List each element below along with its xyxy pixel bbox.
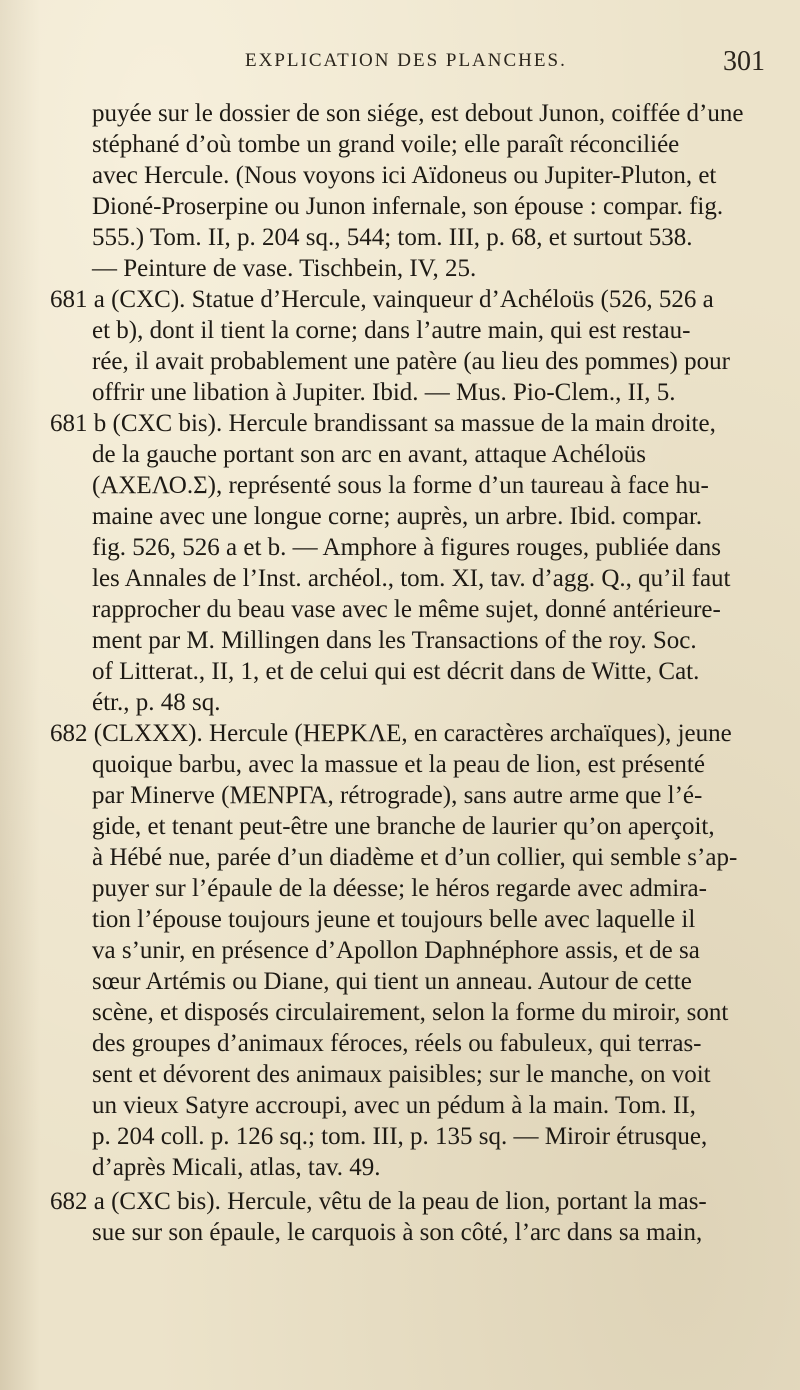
text-line: les Annales de l’Inst. archéol., tom. XI, tav. d’agg. Q., qu’il faut (92, 565, 731, 592)
text-line: maine avec une longue corne; auprès, un arbre. Ibid. compar. (92, 503, 703, 530)
text-line: rapprocher du beau vase avec le même sujet, donné antérieure- (92, 596, 721, 623)
text-line: Dioné-Proserpine ou Junon infernale, son épouse : compar. fig. (92, 193, 724, 220)
text-line: à Hébé nue, parée d’un diadème et d’un collier, qui semble s’ap- (92, 844, 738, 871)
text-line: sue sur son épaule, le carquois à son côté, l’arc dans sa main, (92, 1219, 703, 1246)
text-line: puyée sur le dossier de son siége, est debout Junon, coiffée d’une (92, 100, 744, 127)
text-line: tion l’épouse toujours jeune et toujours belle avec laquelle il (92, 906, 696, 933)
entry-line: 681 b (CXC bis). Hercule brandissant sa massue de la main droite, (50, 410, 716, 437)
text-line: avec Hercule. (Nous voyons ici Aïdoneus ou Jupiter-Pluton, et (92, 162, 717, 189)
text-line: quoique barbu, avec la massue et la peau de lion, est présenté (92, 751, 705, 778)
text-line: par Minerve (ΜΕΝΡΓΑ, rétrograde), sans autre arme que l’é- (92, 782, 703, 809)
entry-line: 682 a (CXC bis). Hercule, vêtu de la peau de lion, portant la mas- (50, 1188, 707, 1215)
entry-line: 681 a (CXC). Statue d’Hercule, vainqueur d’Achéloüs (526, 526 a (50, 286, 714, 313)
text-line: stéphané d’où tombe un grand voile; elle paraît réconciliée (92, 131, 680, 158)
text-line: scène, et disposés circulairement, selon la forme du miroir, sont (92, 999, 729, 1026)
page-number: 301 (723, 46, 765, 77)
page-header (245, 46, 765, 86)
text-line: rée, il avait probablement une patère (au lieu des pommes) pour (92, 348, 730, 375)
text-line: — Peinture de vase. Tischbein, IV, 25. (92, 255, 477, 282)
text-line: étr., p. 48 sq. (92, 689, 221, 716)
text-line: puyer sur l’épaule de la déesse; le héros regarde avec admira- (92, 875, 707, 902)
text-line: de la gauche portant son arc en avant, attaque Achéloüs (92, 441, 646, 468)
text-line: d’après Micali, atlas, tav. 49. (92, 1154, 381, 1181)
text-line: et b), dont il tient la corne; dans l’autre main, qui est restau- (92, 317, 691, 344)
text-line: va s’unir, en présence d’Apollon Daphnéphore assis, et de sa (92, 937, 700, 964)
text-line: sent et dévorent des animaux paisibles; sur le manche, on voit (92, 1061, 711, 1088)
entry-line: 682 (CLXXX). Hercule (ΗΕΡΚΛΕ, en caractères archaïques), jeune (50, 720, 732, 747)
running-title: EXPLICATION DES PLANCHES. (245, 50, 567, 71)
text-line: sœur Artémis ou Diane, qui tient un anneau. Autour de cette (92, 968, 692, 995)
text-line: of Litterat., II, 1, et de celui qui est décrit dans de Witte, Cat. (92, 658, 700, 685)
text-line: (ΑΧΕΛΟ.Σ), représenté sous la forme d’un taureau à face hu- (92, 472, 709, 499)
text-line: offrir une libation à Jupiter. Ibid. — Mus. Pio-Clem., II, 5. (92, 379, 676, 406)
text-line: ment par M. Millingen dans les Transactions of the roy. Soc. (92, 627, 697, 654)
text-line: un vieux Satyre accroupi, avec un pédum à la main. Tom. II, (92, 1092, 696, 1119)
text-line: fig. 526, 526 a et b. — Amphore à figures rouges, publiée dans (92, 534, 722, 561)
text-line: p. 204 coll. p. 126 sq.; tom. III, p. 135 sq. — Miroir étrusque, (92, 1123, 708, 1150)
text-line: des groupes d’animaux féroces, réels ou fabuleux, qui terras- (92, 1030, 702, 1057)
text-line: 555.) Tom. II, p. 204 sq., 544; tom. III, p. 68, et surtout 538. (92, 224, 693, 251)
text-line: gide, et tenant peut-être une branche de laurier qu’on aperçoit, (92, 813, 715, 840)
